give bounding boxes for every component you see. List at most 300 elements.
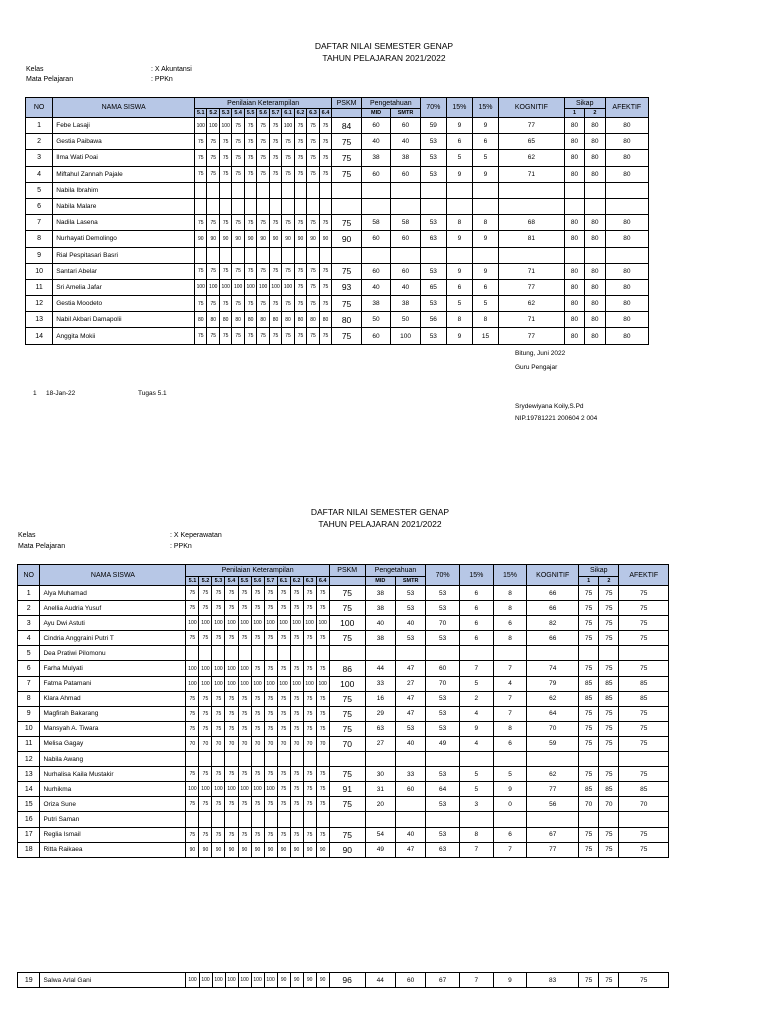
score-cell: 75 xyxy=(290,691,303,706)
score-cell: 100 xyxy=(238,973,251,988)
p15a-cell: 4 xyxy=(460,736,494,751)
score-cell xyxy=(238,646,251,661)
sikap1-cell: 85 xyxy=(579,676,599,691)
table-row xyxy=(18,797,669,812)
p70-cell xyxy=(426,812,460,827)
kognitif-cell: 77 xyxy=(499,279,565,295)
score-cell: 75 xyxy=(316,827,329,842)
score-cell: 90 xyxy=(225,842,238,857)
smtr-cell: 33 xyxy=(396,767,426,782)
score-cell: 100 xyxy=(195,279,207,295)
afektif-cell: 75 xyxy=(619,601,669,616)
score-cell: 75 xyxy=(212,631,225,646)
score-cell: 75 xyxy=(290,721,303,736)
kelas-label: Kelas xyxy=(26,66,44,73)
p15b-cell: 5 xyxy=(493,767,527,782)
score-cell xyxy=(290,812,303,827)
score-cell: 75 xyxy=(212,827,225,842)
score-cell: 100 xyxy=(277,676,290,691)
header-kd-5.3: 5.3 xyxy=(212,577,225,586)
student-name: Gestia Paibawa xyxy=(53,134,195,150)
score-cell: 100 xyxy=(225,616,238,631)
afektif-cell: 85 xyxy=(619,782,669,797)
score-cell: 90 xyxy=(303,842,316,857)
afektif-cell: 80 xyxy=(605,150,648,166)
score-cell: 75 xyxy=(264,797,277,812)
row-number: 17 xyxy=(18,827,40,842)
mid-cell: 38 xyxy=(361,296,390,312)
student-name: Ayu Dwi Astuti xyxy=(40,616,186,631)
score-cell: 75 xyxy=(219,296,231,312)
p70-cell: 53 xyxy=(426,706,460,721)
score-cell: 90 xyxy=(316,973,329,988)
p15b-cell: 8 xyxy=(493,721,527,736)
score-cell: 75 xyxy=(316,631,329,646)
score-cell xyxy=(238,752,251,767)
score-cell: 100 xyxy=(195,118,207,134)
score-cell: 75 xyxy=(232,263,244,279)
header-pskm-sub xyxy=(329,577,365,586)
score-cell: 75 xyxy=(195,134,207,150)
kelas-value: : X Keperawatan xyxy=(170,532,222,539)
score-cell xyxy=(290,646,303,661)
p15a-cell: 9 xyxy=(446,263,472,279)
score-cell: 75 xyxy=(257,166,269,182)
kognitif-cell: 83 xyxy=(527,973,579,988)
score-cell xyxy=(277,646,290,661)
row-number: 11 xyxy=(18,736,40,751)
student-name: Gestia Moodeto xyxy=(53,296,195,312)
p15b-cell: 7 xyxy=(493,691,527,706)
sikap1-cell: 75 xyxy=(579,767,599,782)
score-cell: 75 xyxy=(277,721,290,736)
score-cell: 75 xyxy=(307,134,319,150)
student-name: Putri Saman xyxy=(40,812,186,827)
smtr-cell xyxy=(396,812,426,827)
score-cell xyxy=(264,812,277,827)
header-sikap-1: 1 xyxy=(579,577,599,586)
score-cell: 75 xyxy=(316,706,329,721)
p15b-cell: 8 xyxy=(493,601,527,616)
smtr-cell: 38 xyxy=(391,150,420,166)
grades-table xyxy=(17,564,669,858)
signature-role: Guru Pengajar xyxy=(515,364,558,371)
score-cell: 75 xyxy=(264,721,277,736)
header-kognitif: KOGNITIF xyxy=(499,98,565,118)
student-name: Fatma Patamani xyxy=(40,676,186,691)
afektif-cell: 80 xyxy=(605,279,648,295)
score-cell: 80 xyxy=(282,312,294,328)
kognitif-cell: 71 xyxy=(499,263,565,279)
header-afektif: AFEKTIF xyxy=(605,98,648,118)
score-cell: 90 xyxy=(251,842,264,857)
sikap2-cell: 75 xyxy=(599,721,619,736)
p70-cell: 63 xyxy=(426,842,460,857)
score-cell: 100 xyxy=(212,973,225,988)
row-number: 13 xyxy=(18,767,40,782)
header-nama-siswa: NAMA SISWA xyxy=(40,565,186,586)
score-cell: 100 xyxy=(251,973,264,988)
afektif-cell: 75 xyxy=(619,842,669,857)
smtr-cell: 53 xyxy=(396,586,426,601)
score-cell: 75 xyxy=(264,586,277,601)
score-cell: 75 xyxy=(257,118,269,134)
score-cell: 75 xyxy=(225,706,238,721)
pskm-cell: 93 xyxy=(332,279,361,295)
score-cell xyxy=(225,812,238,827)
sikap1-cell: 80 xyxy=(564,231,584,247)
pskm-cell: 75 xyxy=(329,706,365,721)
score-cell: 75 xyxy=(277,601,290,616)
sikap1-cell: 75 xyxy=(578,973,598,988)
p70-cell: 53 xyxy=(420,263,446,279)
afektif-cell: 70 xyxy=(619,797,669,812)
smtr-cell: 100 xyxy=(391,328,420,344)
score-cell: 75 xyxy=(212,767,225,782)
score-cell: 75 xyxy=(244,296,256,312)
score-cell: 75 xyxy=(238,706,251,721)
smtr-cell: 40 xyxy=(391,279,420,295)
score-cell: 90 xyxy=(294,231,306,247)
score-cell: 100 xyxy=(277,616,290,631)
score-cell: 75 xyxy=(232,296,244,312)
p70-cell: 53 xyxy=(426,586,460,601)
p15a-cell: 7 xyxy=(460,842,494,857)
sikap2-cell: 75 xyxy=(599,767,619,782)
p15a-cell: 8 xyxy=(446,215,472,231)
score-cell xyxy=(316,812,329,827)
score-cell: 75 xyxy=(212,601,225,616)
smtr-cell: 40 xyxy=(396,616,426,631)
row-number: 8 xyxy=(26,231,53,247)
pskm-cell xyxy=(329,812,365,827)
score-cell: 75 xyxy=(257,215,269,231)
sikap1-cell: 80 xyxy=(564,328,584,344)
header-kd-6.4: 6.4 xyxy=(316,577,329,586)
pskm-cell: 75 xyxy=(332,150,361,166)
score-cell: 100 xyxy=(225,661,238,676)
smtr-cell: 60 xyxy=(395,973,425,988)
score-cell: 75 xyxy=(232,150,244,166)
score-cell: 100 xyxy=(186,782,199,797)
row-number: 6 xyxy=(18,661,40,676)
score-cell: 90 xyxy=(195,231,207,247)
score-cell: 75 xyxy=(290,782,303,797)
table-row xyxy=(18,736,669,751)
kelas-row xyxy=(18,531,222,541)
student-name: Anggita Mokii xyxy=(53,328,195,344)
sikap2-cell: 85 xyxy=(599,782,619,797)
score-cell: 70 xyxy=(277,736,290,751)
p70-cell xyxy=(426,646,460,661)
p15b-cell: 4 xyxy=(493,676,527,691)
score-cell: 75 xyxy=(307,215,319,231)
header-sikap: Sikap xyxy=(579,565,619,577)
score-cell: 90 xyxy=(238,842,251,857)
sikap2-cell: 75 xyxy=(599,616,619,631)
row-number: 5 xyxy=(26,182,53,198)
row-number: 12 xyxy=(18,752,40,767)
sikap1-cell: 85 xyxy=(579,691,599,706)
student-name: Reglia Ismail xyxy=(40,827,186,842)
p15a-cell: 7 xyxy=(460,661,494,676)
score-cell: 75 xyxy=(282,166,294,182)
student-name: Miftahul Zannah Pajale xyxy=(53,166,195,182)
score-cell: 75 xyxy=(238,827,251,842)
score-cell: 75 xyxy=(319,166,332,182)
score-cell: 100 xyxy=(225,782,238,797)
row-number: 9 xyxy=(26,247,53,263)
score-cell: 90 xyxy=(277,973,290,988)
score-cell: 75 xyxy=(294,296,306,312)
table-row xyxy=(18,842,669,857)
header-mid: MID xyxy=(365,577,395,586)
score-cell: 75 xyxy=(207,328,219,344)
p70-cell: 60 xyxy=(426,661,460,676)
kognitif-cell: 56 xyxy=(527,797,579,812)
student-name: Farha Mulyati xyxy=(40,661,186,676)
table-row xyxy=(18,661,669,676)
table-row xyxy=(18,782,669,797)
p15b-cell: 9 xyxy=(493,782,527,797)
row-number: 16 xyxy=(18,812,40,827)
score-cell: 75 xyxy=(294,118,306,134)
p70-cell: 49 xyxy=(426,736,460,751)
header-kd-5.3: 5.3 xyxy=(219,109,231,118)
header-kd-5.5: 5.5 xyxy=(244,109,256,118)
table-row xyxy=(18,752,669,767)
p15a-cell: 6 xyxy=(446,134,472,150)
score-cell: 75 xyxy=(251,706,264,721)
header-pengetahuan: Pengetahuan xyxy=(361,98,420,109)
score-cell: 75 xyxy=(186,767,199,782)
score-cell: 90 xyxy=(244,231,256,247)
p15a-cell: 6 xyxy=(460,616,494,631)
student-name: Melisa Gagay xyxy=(40,736,186,751)
score-cell: 100 xyxy=(316,616,329,631)
pskm-cell: 75 xyxy=(329,767,365,782)
pskm-cell: 75 xyxy=(332,263,361,279)
student-name: Ritta Raikaea xyxy=(40,842,186,857)
score-cell: 75 xyxy=(238,797,251,812)
sikap1-cell: 75 xyxy=(579,616,599,631)
score-cell: 100 xyxy=(264,616,277,631)
p70-cell: 70 xyxy=(426,676,460,691)
sikap1-cell: 75 xyxy=(579,631,599,646)
header-15-percent: 15% xyxy=(472,98,498,118)
score-cell: 100 xyxy=(225,676,238,691)
table-row xyxy=(18,601,669,616)
score-cell: 75 xyxy=(238,631,251,646)
score-cell: 75 xyxy=(303,706,316,721)
score-cell: 75 xyxy=(303,782,316,797)
sikap1-cell: 80 xyxy=(564,134,584,150)
pskm-cell: 75 xyxy=(329,631,365,646)
header-no: NO xyxy=(18,565,40,586)
kognitif-cell: 65 xyxy=(499,134,565,150)
header-kd-5.4: 5.4 xyxy=(225,577,238,586)
pskm-cell: 75 xyxy=(329,827,365,842)
p70-cell: 59 xyxy=(420,118,446,134)
p15a-cell xyxy=(460,646,494,661)
kognitif-cell xyxy=(527,646,579,661)
signature-place-date: Bitung, Juni 2022 xyxy=(515,350,566,357)
score-cell: 75 xyxy=(199,797,212,812)
pskm-cell: 70 xyxy=(329,736,365,751)
mid-cell: 40 xyxy=(365,616,395,631)
score-cell: 75 xyxy=(282,328,294,344)
score-cell: 75 xyxy=(290,661,303,676)
score-cell: 75 xyxy=(186,797,199,812)
mid-cell: 60 xyxy=(361,328,390,344)
p70-cell xyxy=(426,752,460,767)
p15b-cell: 8 xyxy=(493,586,527,601)
score-cell: 100 xyxy=(186,616,199,631)
score-cell: 100 xyxy=(219,118,231,134)
p15a-cell: 7 xyxy=(459,973,493,988)
pskm-cell: 75 xyxy=(332,215,361,231)
score-cell: 75 xyxy=(277,586,290,601)
score-cell xyxy=(225,752,238,767)
score-cell: 100 xyxy=(269,279,281,295)
mapel-label: Mata Pelajaran xyxy=(18,543,66,550)
kognitif-cell: 62 xyxy=(527,691,579,706)
score-cell: 100 xyxy=(219,279,231,295)
score-cell: 100 xyxy=(251,782,264,797)
smtr-cell: 60 xyxy=(391,118,420,134)
note-task: Tugas 5.1 xyxy=(138,390,167,397)
p15b-cell: 7 xyxy=(493,706,527,721)
score-cell: 75 xyxy=(290,797,303,812)
score-cell xyxy=(199,812,212,827)
p15a-cell: 3 xyxy=(460,797,494,812)
score-cell: 75 xyxy=(294,263,306,279)
p70-cell: 53 xyxy=(420,166,446,182)
score-cell: 75 xyxy=(186,827,199,842)
p15a-cell: 5 xyxy=(446,150,472,166)
kognitif-cell: 66 xyxy=(527,601,579,616)
afektif-cell: 75 xyxy=(619,721,669,736)
sikap2-cell: 80 xyxy=(585,134,605,150)
p15b-cell: 7 xyxy=(493,842,527,857)
header-smtr: SMTR xyxy=(391,109,420,118)
score-cell: 70 xyxy=(303,736,316,751)
score-cell: 75 xyxy=(303,691,316,706)
kognitif-cell: 74 xyxy=(527,661,579,676)
score-cell: 75 xyxy=(269,328,281,344)
score-cell xyxy=(186,812,199,827)
afektif-cell: 75 xyxy=(619,661,669,676)
header-kd-6.2: 6.2 xyxy=(290,577,303,586)
score-cell xyxy=(199,646,212,661)
kognitif-cell: 79 xyxy=(527,676,579,691)
header-afektif: AFEKTIF xyxy=(619,565,669,586)
p15a-cell: 5 xyxy=(460,676,494,691)
score-cell: 75 xyxy=(303,721,316,736)
header-pskm: PSKM xyxy=(332,98,361,109)
sikap1-cell: 80 xyxy=(564,150,584,166)
p15a-cell xyxy=(460,812,494,827)
score-cell xyxy=(303,752,316,767)
score-cell: 75 xyxy=(244,150,256,166)
kelas-value: : X Akuntansi xyxy=(151,66,192,73)
sikap1-cell xyxy=(579,646,599,661)
student-name: Febe Lasaji xyxy=(53,118,195,134)
sikap2-cell: 80 xyxy=(585,263,605,279)
score-cell: 75 xyxy=(290,586,303,601)
score-cell: 90 xyxy=(219,231,231,247)
header-kd-5.1: 5.1 xyxy=(195,109,207,118)
score-cell: 75 xyxy=(212,691,225,706)
p15b-cell: 0 xyxy=(493,797,527,812)
sikap2-cell: 80 xyxy=(585,118,605,134)
score-cell: 75 xyxy=(316,721,329,736)
score-cell: 75 xyxy=(319,263,332,279)
mid-cell: 38 xyxy=(365,631,395,646)
score-cell xyxy=(303,646,316,661)
score-cell: 75 xyxy=(319,134,332,150)
p15b-cell: 9 xyxy=(472,263,498,279)
sikap1-cell: 75 xyxy=(579,601,599,616)
sikap2-cell: 80 xyxy=(585,215,605,231)
table-row xyxy=(18,631,669,646)
score-cell: 75 xyxy=(207,166,219,182)
kognitif-cell: 77 xyxy=(527,782,579,797)
sikap2-cell: 80 xyxy=(585,328,605,344)
mapel-value: : PPKn xyxy=(151,76,173,83)
pskm-cell: 75 xyxy=(329,721,365,736)
header-kd-5.1: 5.1 xyxy=(186,577,199,586)
score-cell: 75 xyxy=(232,134,244,150)
score-cell: 100 xyxy=(264,676,277,691)
kognitif-cell: 66 xyxy=(527,631,579,646)
student-name: Nabila Malare xyxy=(53,198,195,214)
mapel-value: : PPKn xyxy=(170,543,192,550)
score-cell: 75 xyxy=(282,150,294,166)
afektif-cell: 75 xyxy=(619,706,669,721)
student-name: Nadila Lasena xyxy=(53,215,195,231)
score-cell: 90 xyxy=(264,842,277,857)
afektif-cell: 80 xyxy=(605,134,648,150)
score-cell: 75 xyxy=(244,215,256,231)
mid-cell: 33 xyxy=(365,676,395,691)
score-cell: 75 xyxy=(225,691,238,706)
student-name: Salwa Arlal Gani xyxy=(40,973,186,988)
p70-cell: 53 xyxy=(426,631,460,646)
score-cell: 80 xyxy=(207,312,219,328)
score-cell: 75 xyxy=(238,691,251,706)
sikap1-cell: 70 xyxy=(579,797,599,812)
p70-cell: 53 xyxy=(420,328,446,344)
score-cell xyxy=(264,752,277,767)
header-sikap-2: 2 xyxy=(585,109,605,118)
header-sikap: Sikap xyxy=(564,98,605,109)
smtr-cell xyxy=(396,752,426,767)
row-number: 14 xyxy=(18,782,40,797)
sikap2-cell: 75 xyxy=(599,842,619,857)
afektif-cell: 80 xyxy=(605,231,648,247)
score-cell: 75 xyxy=(277,827,290,842)
score-cell: 75 xyxy=(264,827,277,842)
score-cell: 75 xyxy=(219,215,231,231)
score-cell: 75 xyxy=(294,150,306,166)
student-name: Nurhayati Demolingo xyxy=(53,231,195,247)
score-cell: 75 xyxy=(244,118,256,134)
score-cell: 75 xyxy=(282,134,294,150)
p15b-cell: 9 xyxy=(493,973,527,988)
score-cell: 100 xyxy=(186,973,199,988)
score-cell: 75 xyxy=(219,134,231,150)
